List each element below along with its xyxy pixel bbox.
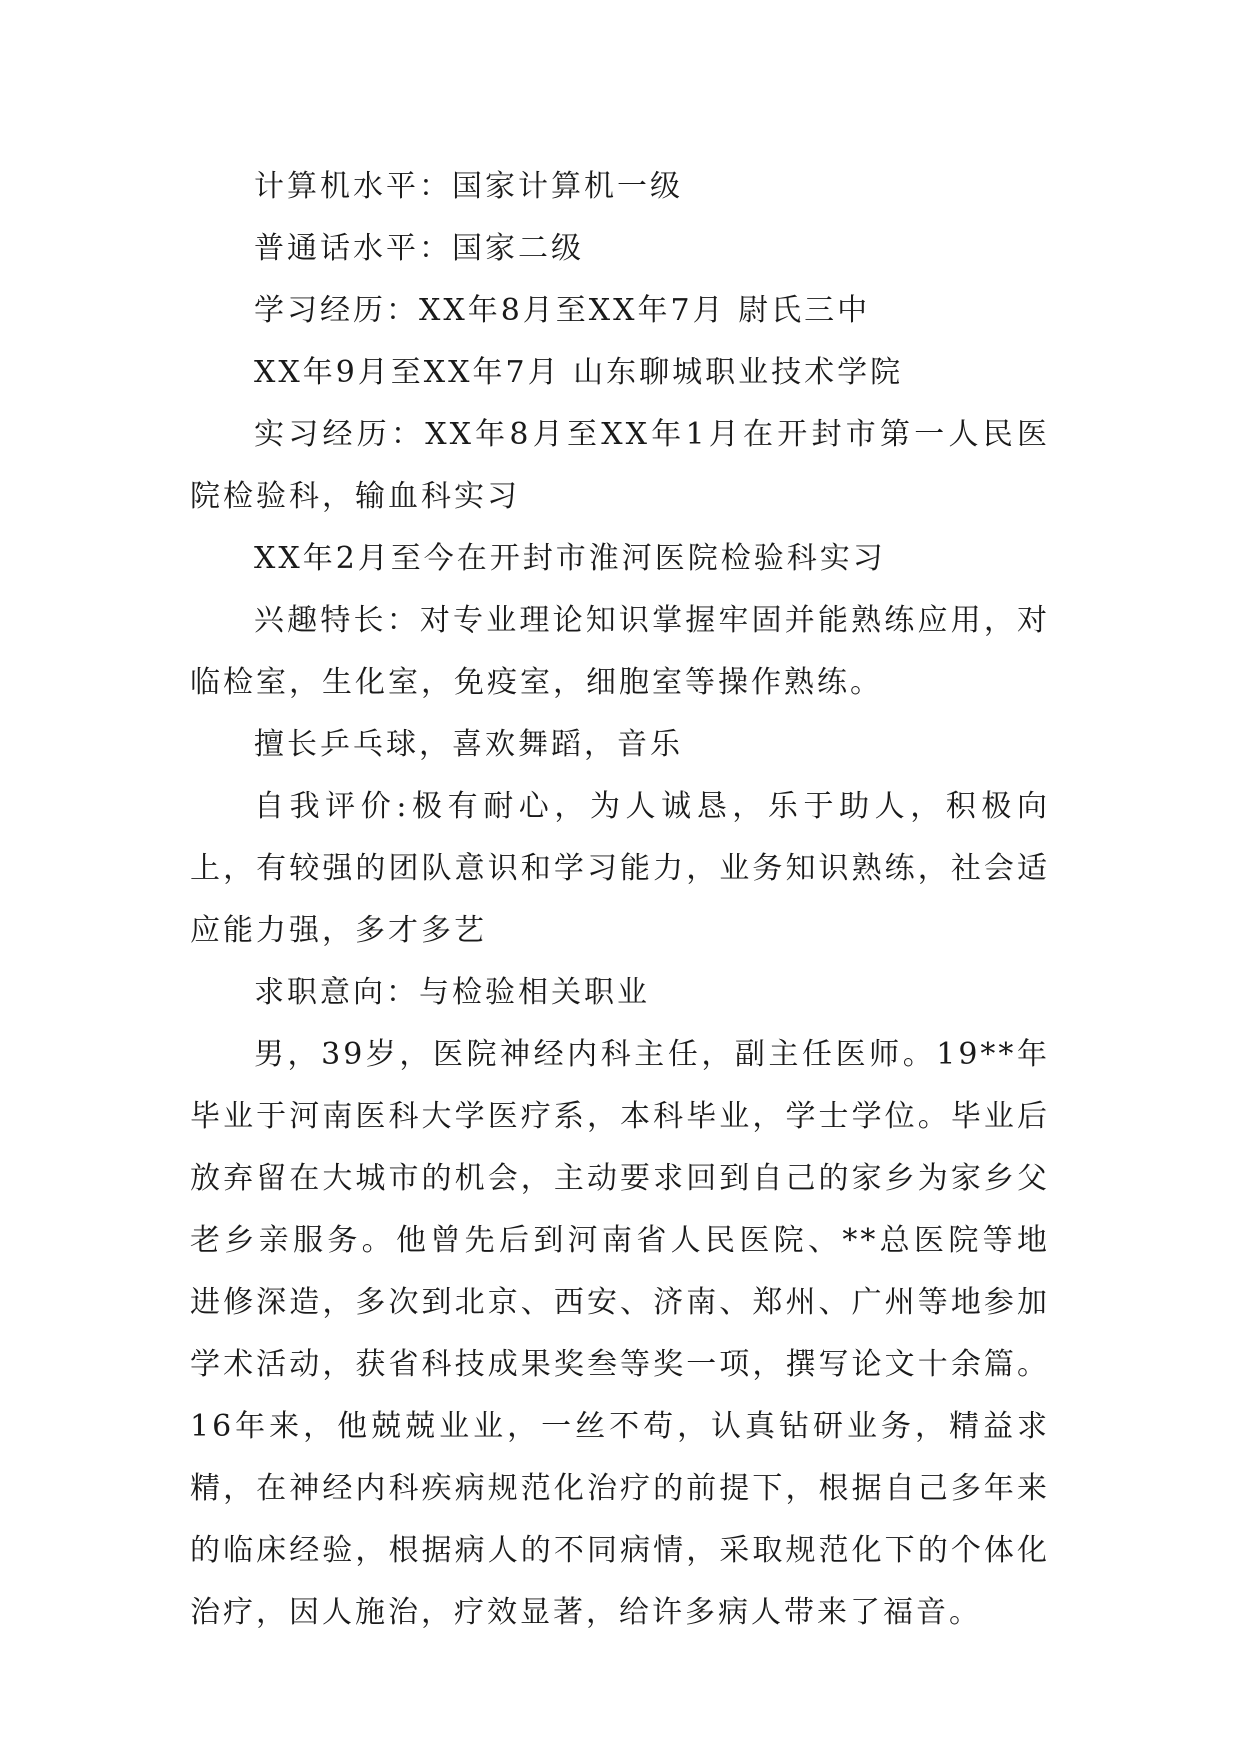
internship-line-2: XX年2月至今在开封市淮河医院检验科实习 [254, 541, 886, 576]
education-line-1: 学习经历：XX年8月至XX年7月 尉氏三中 [254, 293, 871, 328]
hobbies-line: 擅长乒乓球，喜欢舞蹈，音乐 [254, 727, 683, 762]
self-evaluation-paragraph: 自我评价:极有耐心，为人诚恳，乐于助人，积极向上，有较强的团队意识和学习能力，业务知识熟练，社会适应能力强，多才多艺 [190, 789, 1050, 948]
job-intention-line: 求职意向：与检验相关职业 [254, 975, 650, 1010]
document-body [190, 156, 1050, 1644]
education-line-2: XX年9月至XX年7月 山东聊城职业技术学院 [254, 355, 904, 390]
computer-level-line: 计算机水平：国家计算机一级 [254, 169, 683, 204]
doctor-profile-paragraph: 男，39岁，医院神经内科主任，副主任医师。19**年毕业于河南医科大学医疗系，本科毕业，学士学位。毕业后放弃留在大城市的机会，主动要求回到自己的家乡为家乡父老乡亲服务。他曾先后到河南省人民医院、**总医院等地进修深造，多次到北京、西安、济南、郑州、广州等地参加学术活动，获省科技成果奖叁等奖一项，撰写论文十余篇。16年来，他兢兢业业，一丝不苟，认真钻研业务，精益求精，在神经内科疾病规范化治疗的前提下，根据自己多年来的临床经验，根据病人的不同病情，采取规范化下的个体化治疗，因人施治，疗效显著，给许多病人带来了福音。 [190, 1037, 1050, 1630]
mandarin-level-line: 普通话水平：国家二级 [254, 231, 584, 266]
skills-paragraph: 兴趣特长：对专业理论知识掌握牢固并能熟练应用，对临检室，生化室，免疫室，细胞室等操作熟练。 [190, 603, 1050, 700]
internship-line-1: 实习经历：XX年8月至XX年1月在开封市第一人民医院检验科，输血科实习 [190, 417, 1050, 514]
